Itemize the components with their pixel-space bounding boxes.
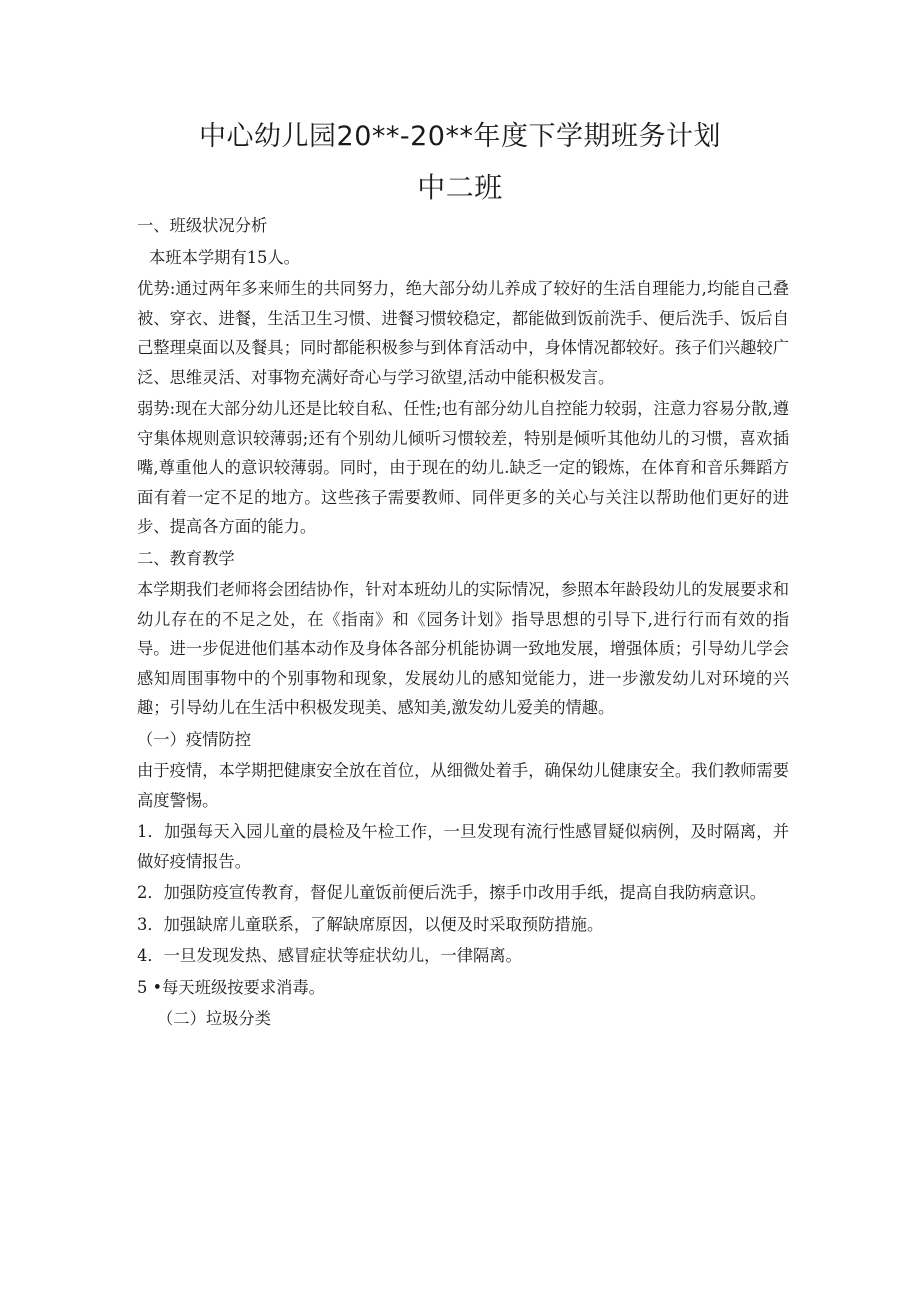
class-size-text: 本班本学期有15人。 [149,247,300,267]
document-title: 中心幼儿园20**-20**年度下学期班务计划 [199,121,721,152]
section-heading-class-analysis: 一、班级状况分析 [137,216,268,235]
list-item: 3．加强缺席儿童联系，了解缺席原因，以便及时采取预防措施。 [137,914,604,934]
subsection-heading-epidemic: （一）疫情防控 [137,729,251,749]
document-subtitle: 中二班 [417,171,503,204]
epidemic-intro-paragraph: 由于疫情，本学期把健康安全放在首位，从细微处着手，确保幼儿健康安全。我们教师需要高度警惕。 [137,761,789,810]
list-item: 5 •每天班级按要求消毒。 [137,977,325,997]
document-body [137,210,789,1034]
list-item: 2．加强防疫宣传教育，督促儿童饭前便后洗手，擦手巾改用手纸，提高自我防病意识。 [137,883,767,902]
teaching-paragraph: 本学期我们老师将会团结协作，针对本班幼儿的实际情况，参照本年龄段幼儿的发展要求和幼儿存在的不足之处，在《指南》和《园务计划》指导思想的引导下,进行行而有效的指导。进一步促进他们基本动作及身体各部分机能协调一致地发展，增强体质；引导幼儿学会感知周围事物中的个别事物和现象，发展幼儿的感知觉能力，进一步激发幼儿对环境的兴趣；引导幼儿在生活中积极发现美、感知美,激发幼儿爱美的情趣。 [137,580,789,717]
section-heading-teaching: 二、教育教学 [137,548,235,568]
list-item: 4．一旦发现发热、感冒症状等症状幼儿，一律隔离。 [137,946,522,965]
subsection-heading-garbage-sorting: （二）垃圾分类 [157,1009,271,1028]
weaknesses-paragraph: 弱势:现在大部分幼儿还是比较自私、任性;也有部分幼儿自控能力较弱，注意力容易分散,遵守集体规则意识较薄弱;还有个别幼儿倾听习惯较差，特别是倾听其他幼儿的习惯，喜欢插嘴,尊重他人的意识较薄弱。同时，由于现在的幼儿.缺乏一定的锻炼，在体育和音乐舞蹈方面有着一定不足的地方。这些孩子需要教师、同伴更多的关心与关注以帮助他们更好的进步、提高各方面的能力。 [137,399,789,536]
strengths-paragraph: 优势:通过两年多来师生的共同努力，绝大部分幼儿养成了较好的生活自理能力,均能自己叠被、穿衣、进餐，生活卫生习惯、进餐习惯较稳定，都能做到饭前洗手、便后洗手、饭后自己整理桌面以及餐具；同时都能积极参与到体育活动中，身体情况都较好。孩子们兴趣较广泛、思维灵活、对事物充满好奇心与学习欲望,活动中能积极发言。 [137,279,789,387]
list-item: 1．加强每天入园儿童的晨检及午检工作，一旦发现有流行性感冒疑似病例，及时隔离，并做好疫情报告。 [137,822,789,871]
